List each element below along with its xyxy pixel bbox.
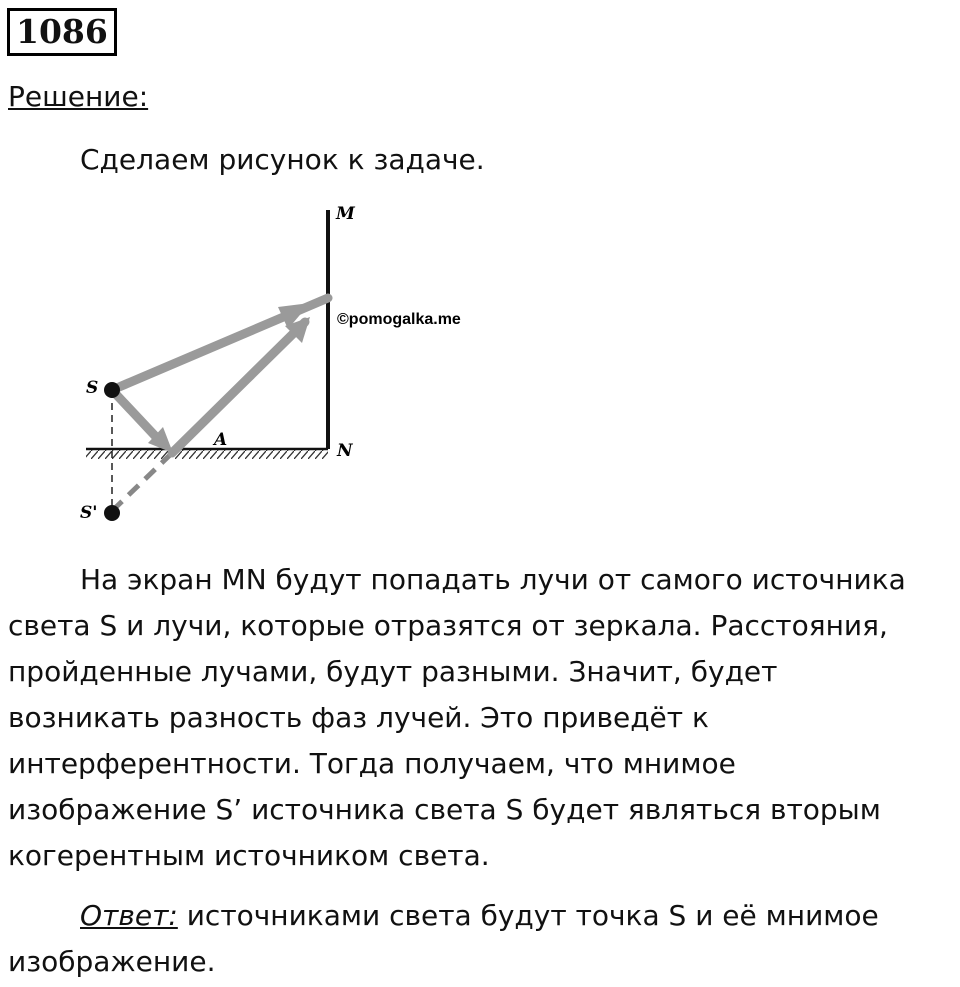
paragraph-line: возникать разность фаз лучей. Это приведёт к xyxy=(8,701,709,734)
incident-ray xyxy=(112,390,158,439)
label-s: S xyxy=(86,378,99,398)
physics-figure xyxy=(70,195,510,535)
mirror-hatch xyxy=(86,449,328,459)
answer-line xyxy=(8,893,879,939)
solution-heading: Решение: xyxy=(8,80,149,113)
image-source-point xyxy=(104,505,120,521)
explanation-paragraph xyxy=(8,557,958,879)
paragraph-line: когерентным источником света. xyxy=(8,839,490,872)
intro-text: Сделаем рисунок к задаче. xyxy=(80,143,485,176)
paragraph-line: пройденные лучами, будут разными. Значит, будет xyxy=(8,655,778,688)
watermark: ©pomogalka.me xyxy=(337,311,461,328)
problem-number: 1086 xyxy=(7,8,117,56)
label-m: M xyxy=(336,204,355,224)
paragraph-line: На экран MN будут попадать лучи от самого источника xyxy=(80,563,906,596)
label-a: A xyxy=(214,430,228,450)
answer-block xyxy=(8,893,879,985)
label-s-prime: S' xyxy=(80,503,98,523)
dashed-image-ray xyxy=(112,453,172,511)
reflected-ray xyxy=(172,322,305,453)
source-point xyxy=(104,382,120,398)
paragraph-line: изображение S’ источника света S будет являться вторым xyxy=(8,793,881,826)
answer-line-2: изображение. xyxy=(8,945,216,978)
answer-label: Ответ: xyxy=(80,899,178,932)
paragraph-line: интерферентности. Тогда получаем, что мнимое xyxy=(8,747,736,780)
answer-text: источниками света будут точка S и её мнимое xyxy=(177,899,879,932)
label-n: N xyxy=(337,441,353,461)
paragraph-line: света S и лучи, которые отразятся от зеркала. Расстояния, xyxy=(8,609,888,642)
